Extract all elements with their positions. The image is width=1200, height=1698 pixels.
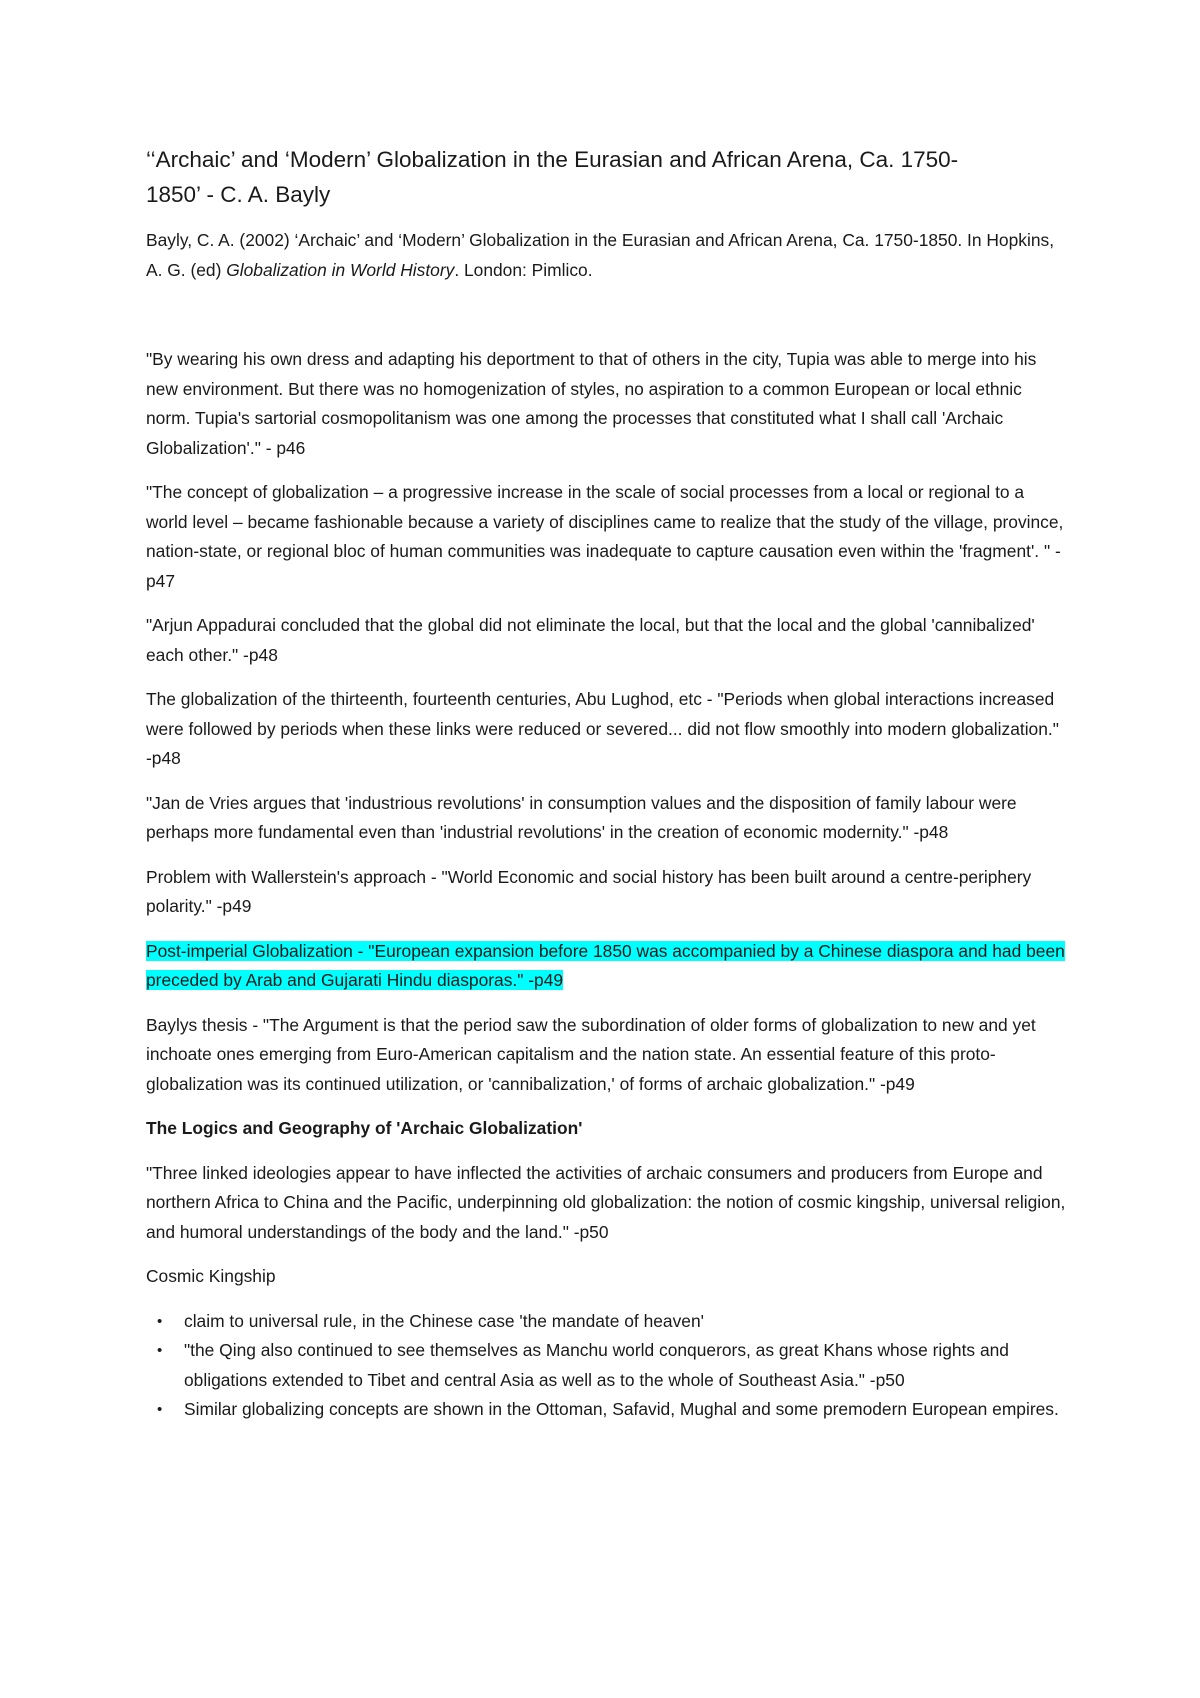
list-item <box>146 1336 1066 1395</box>
title-line-2: 1850’ - C. A. Bayly <box>146 182 331 207</box>
thesis-paragraph: Baylys thesis - "The Argument is that the period saw the subordination of older forms of globalization to new and yet inchoate ones emerging from Euro-American capitalism and the nation state. An essential feature of this proto-globalization was its continued utilization, or 'cannibalization,' of forms of archaic globalization." -p49 <box>146 1014 1036 1094</box>
title-line-1: ‘‘Archaic’ and ‘Modern’ Globalization in the Eurasian and African Arena, Ca. 1750- <box>146 147 959 172</box>
highlighted-text: Post-imperial Globalization - "European expansion before 1850 was accompanied by a Chinese diaspora and had been preceded by Arab and Gujarati Hindu diasporas." -p49 <box>146 940 1065 990</box>
quote-paragraph: "By wearing his own dress and adapting his deportment to that of others in the city, Tupia was able to merge into his new environment. But there was no homogenization of styles, no aspiration to a common European or local ethnic norm. Tupia's sartorial cosmopolitanism was one among the processes that constituted what I shall call 'Archaic Globalization'." - p46 <box>146 349 1037 458</box>
list-item-text: "the Qing also continued to see themselves as Manchu world conquerors, as great Khans whose rights and obligations extended to Tibet and central Asia as well as to the whole of Southeast Asia." -p50 <box>184 1340 1009 1390</box>
list-item <box>146 1395 1066 1425</box>
quote-paragraph: The globalization of the thirteenth, fourteenth centuries, Abu Lughod, etc - "Periods when global interactions increased were followed by periods when these links were reduced or severed... did not flow smoothly into modern globalization." -p48 <box>146 689 1059 768</box>
list-item-text: claim to universal rule, in the Chinese case 'the mandate of heaven' <box>184 1310 704 1331</box>
quote-paragraph: Problem with Wallerstein's approach - "World Economic and social history has been built around a centre-periphery polarity." -p49 <box>146 866 1032 916</box>
list-item-text: Similar globalizing concepts are shown in the Ottoman, Safavid, Mughal and some premodern European empires. <box>184 1399 1059 1419</box>
citation-publisher: . London: Pimlico. <box>454 259 593 280</box>
bullet-icon: • <box>157 1401 163 1418</box>
citation-book-title: Globalization in World History <box>226 259 455 280</box>
quote-paragraph: "The concept of globalization – a progressive increase in the scale of social processes from a local or regional to a world level – became fashionable because a variety of disciplines came to realize that the study of the village, province, nation-state, or regional bloc of human communities was inadequate to capture causation even within the 'fragment'. " -p47 <box>146 482 1064 591</box>
section-paragraph: "Three linked ideologies appear to have inflected the activities of archaic consumers and producers from Europe and northern Africa to China and the Pacific, underpinning old globalization: the notion of cosmic kingship, universal religion, and humoral understandings of the body and the land." -p50 <box>146 1162 1066 1242</box>
quote-paragraph: "Arjun Appadurai concluded that the global did not eliminate the local, but that the local and the global 'cannibalized' each other." -p48 <box>146 615 1035 665</box>
document-title <box>146 142 1066 212</box>
list-item <box>146 1307 1066 1337</box>
citation <box>146 226 1066 285</box>
bullet-icon: • <box>157 1342 163 1359</box>
document-page <box>146 142 1066 1425</box>
quote-paragraph: "Jan de Vries argues that 'industrious revolutions' in consumption values and the disposition of family labour were perhaps more fundamental even than 'industrial revolutions' in the creation of economic modernity." -p48 <box>146 792 1017 842</box>
section-heading: The Logics and Geography of 'Archaic Globalization' <box>146 1118 583 1138</box>
highlighted-paragraph <box>146 937 1066 996</box>
subheading: Cosmic Kingship <box>146 1266 276 1286</box>
citation-text: Bayly, C. A. (2002) ‘Archaic’ and ‘Modern’ Globalization in the Eurasian and African Arena, Ca. 1750-1850. In Hopkins, A. G. (ed) <box>146 230 1055 280</box>
bullet-list <box>146 1307 1066 1425</box>
bullet-icon: • <box>157 1312 163 1330</box>
